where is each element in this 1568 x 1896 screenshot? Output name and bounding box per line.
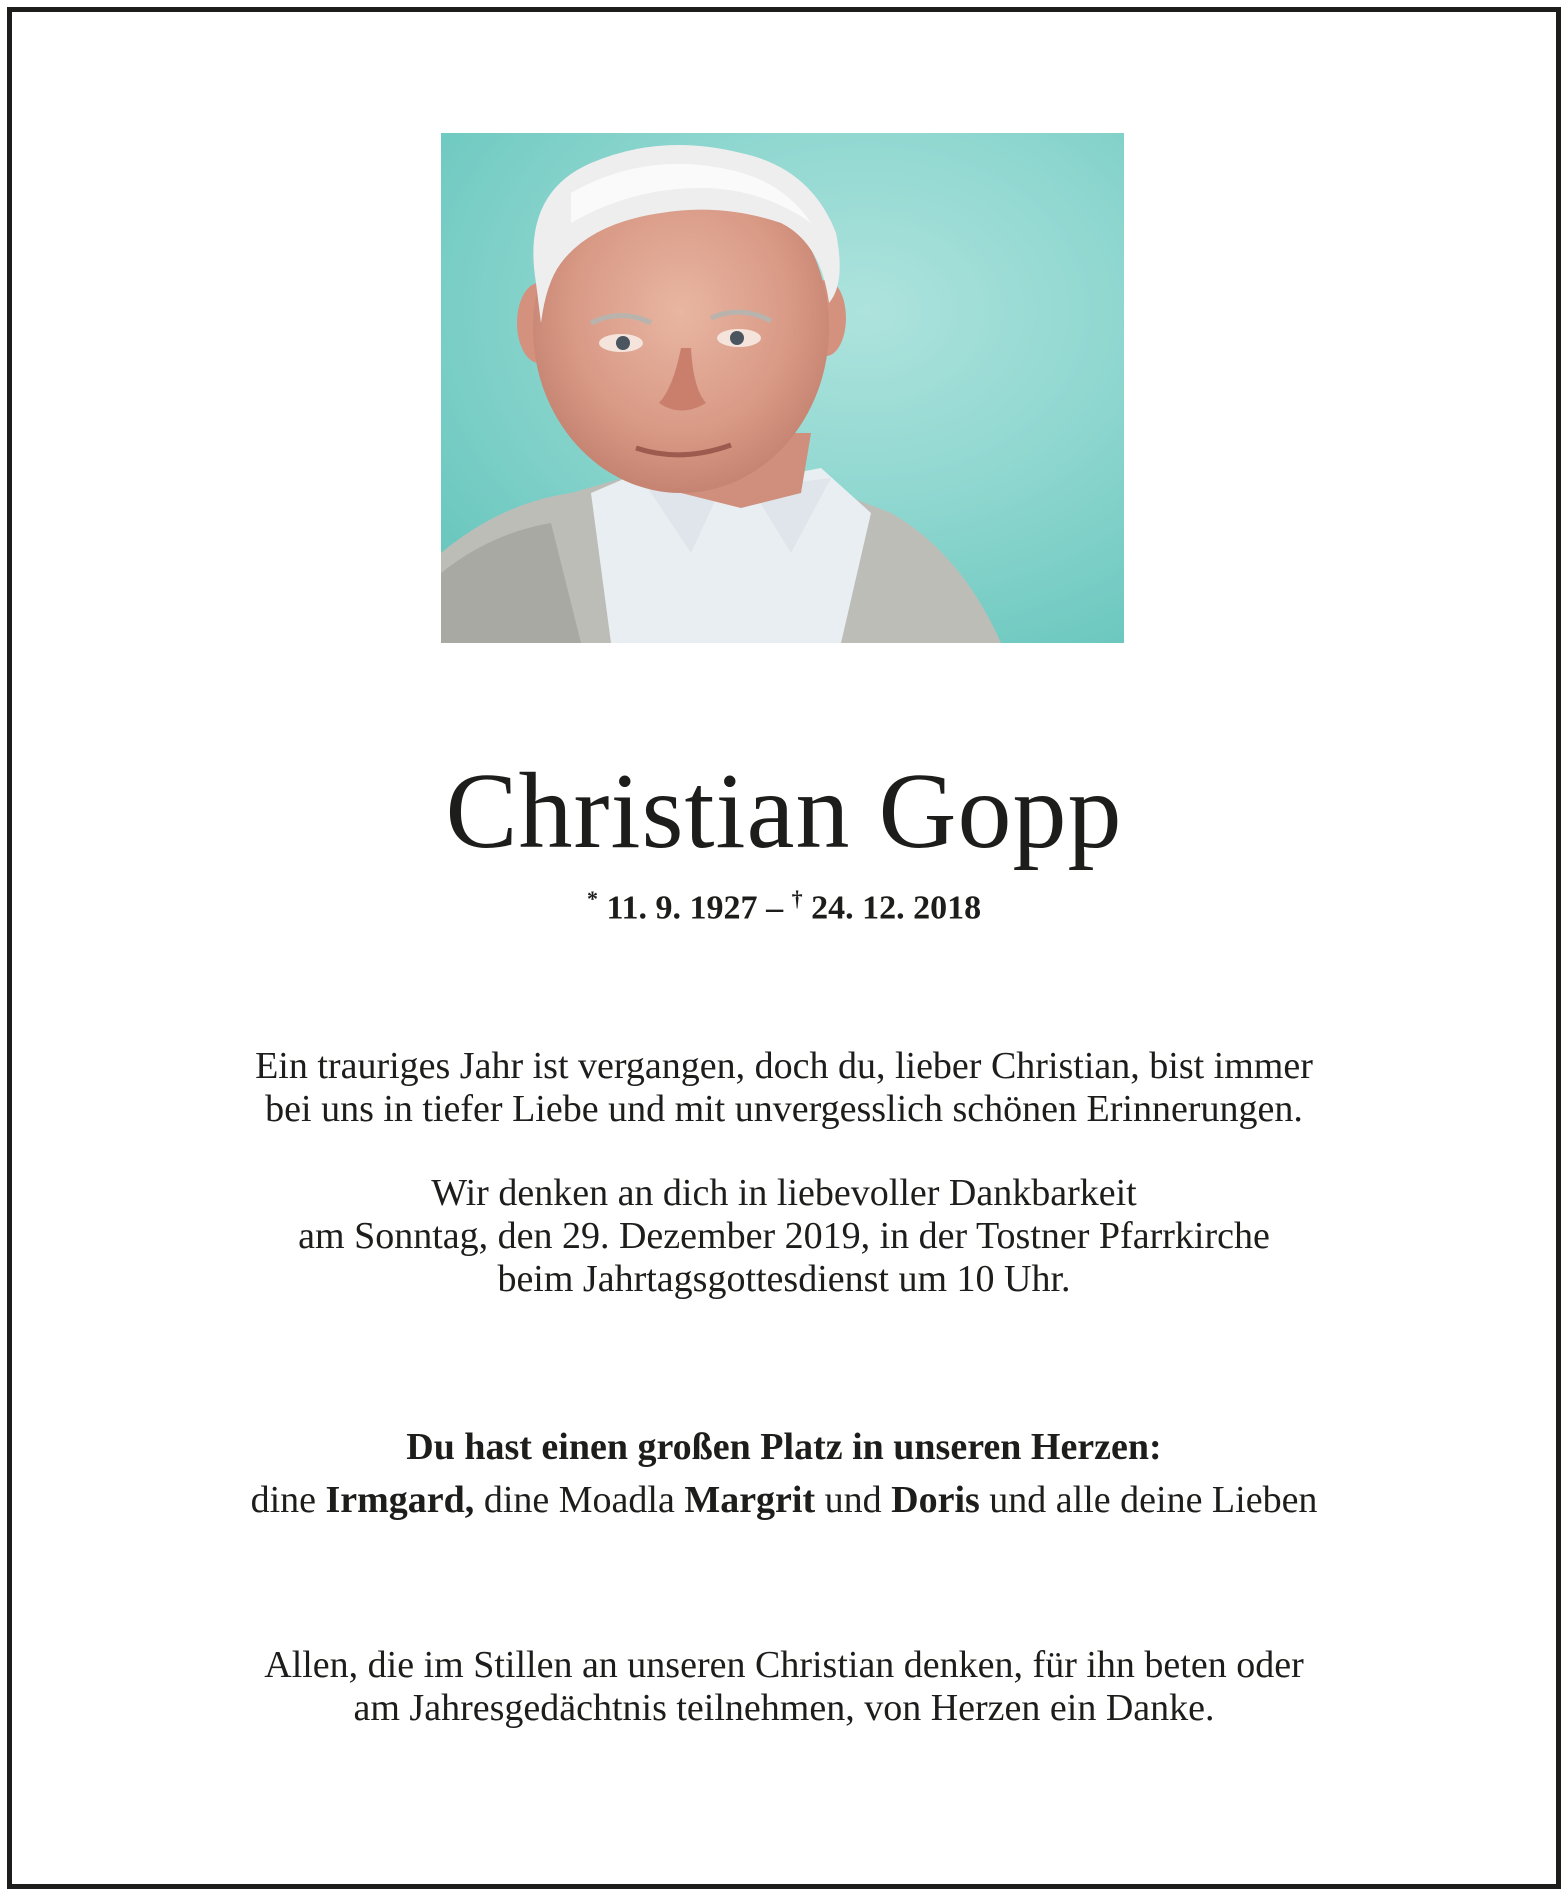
deceased-name: Christian Gopp xyxy=(445,752,1123,871)
date-separator: – xyxy=(757,889,792,927)
family-name-irmgard: Irmgard, xyxy=(325,1479,475,1521)
text-line: am Sonntag, den 29. Dezember 2019, in der Tostner Pfarrkirche xyxy=(298,1215,1270,1257)
family-text: dine xyxy=(250,1479,326,1521)
family-text: dine Moadla xyxy=(474,1479,685,1521)
birth-mark: * xyxy=(586,886,598,911)
text-line: Wir denken an dich in liebevoller Dankbarkeit xyxy=(431,1172,1137,1214)
family-text: und alle deine Lieben xyxy=(979,1479,1318,1521)
remembrance-paragraph xyxy=(0,1045,1568,1131)
death-mark: † xyxy=(791,886,803,911)
thanks-paragraph xyxy=(0,1644,1568,1730)
family-signature xyxy=(0,1478,1568,1522)
family-text: und xyxy=(815,1479,892,1521)
text-line: beim Jahrtagsgottesdienst um 10 Uhr. xyxy=(497,1258,1071,1300)
heart-title: Du hast einen großen Platz in unseren Herzen: xyxy=(406,1426,1162,1468)
life-dates xyxy=(0,879,1568,928)
text-line: Allen, die im Stillen an unseren Christian denken, für ihn beten oder xyxy=(264,1644,1304,1686)
text-line: am Jahresgedächtnis teilnehmen, von Herzen ein Danke. xyxy=(353,1687,1215,1729)
death-date: 24. 12. 2018 xyxy=(811,889,982,927)
family-name-margrit: Margrit xyxy=(684,1479,816,1521)
birth-date: 11. 9. 1927 xyxy=(606,889,758,927)
family-name-doris: Doris xyxy=(891,1479,980,1521)
service-paragraph xyxy=(0,1172,1568,1301)
text-line: bei uns in tiefer Liebe und mit unvergesslich schönen Erinnerungen. xyxy=(265,1088,1303,1130)
portrait-photo xyxy=(441,133,1124,643)
text-line: Ein trauriges Jahr ist vergangen, doch du, lieber Christian, bist immer xyxy=(255,1045,1313,1087)
